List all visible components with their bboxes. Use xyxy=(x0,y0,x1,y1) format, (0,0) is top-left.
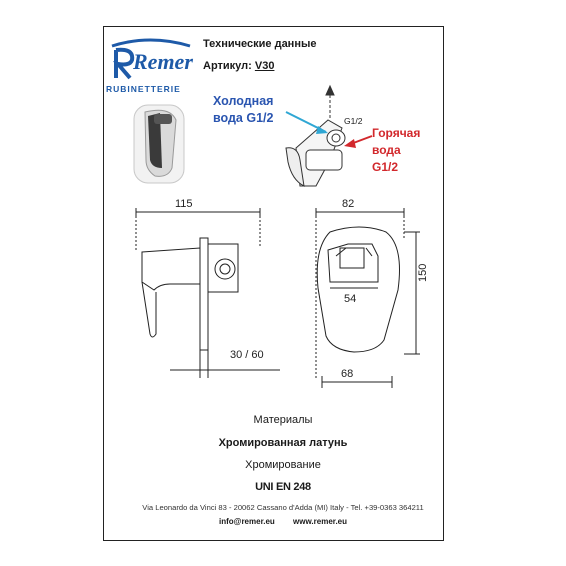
footer-contacts xyxy=(0,517,566,526)
thread-label: G1/2 xyxy=(344,116,363,126)
material-body: Хромированная латунь xyxy=(218,437,348,449)
hot-arrow-head-icon xyxy=(344,139,356,148)
dim-front-inner: 54 xyxy=(344,293,357,305)
page-title: Технические данные xyxy=(203,38,317,50)
dim-side-width: 115 xyxy=(175,198,193,210)
footer-website-link[interactable]: www.remer.eu xyxy=(293,517,347,526)
material-standard: UNI EN 248 xyxy=(255,481,311,493)
dim-front-height: 150 xyxy=(417,263,429,282)
dim-front-bottom: 68 xyxy=(341,368,354,380)
materials-title: Материалы xyxy=(253,414,313,426)
logo-subtitle: RUBINETTERIE xyxy=(106,84,181,94)
hot-water-line-2: вода xyxy=(372,143,401,157)
hot-water-line-3: G1/2 xyxy=(372,160,399,174)
footer-address: Via Leonardo da Vinci 83 - 20062 Cassano d'Adda (MI) Italy - Tel. +39-0363 364211 xyxy=(142,503,424,512)
product-photo xyxy=(134,105,184,183)
hot-water-line-1: Горячая xyxy=(372,126,421,140)
cold-water-line-2: вода G1/2 xyxy=(213,111,274,125)
article-line xyxy=(203,60,274,72)
connection-sketch xyxy=(286,86,345,186)
material-finish: Хромирование xyxy=(245,459,321,471)
article-label: Артикул: xyxy=(203,60,252,72)
cold-water-label xyxy=(213,93,273,127)
logo-brand: Remer xyxy=(133,49,193,74)
hot-water-label xyxy=(372,125,420,176)
dim-front-width: 82 xyxy=(342,198,355,210)
footer-email-link[interactable]: info@remer.eu xyxy=(218,517,275,526)
cold-water-line-1: Холодная xyxy=(213,94,274,108)
dim-side-depth: 30 / 60 xyxy=(230,349,264,361)
article-code: V30 xyxy=(254,60,275,72)
front-view-drawing xyxy=(316,208,420,388)
